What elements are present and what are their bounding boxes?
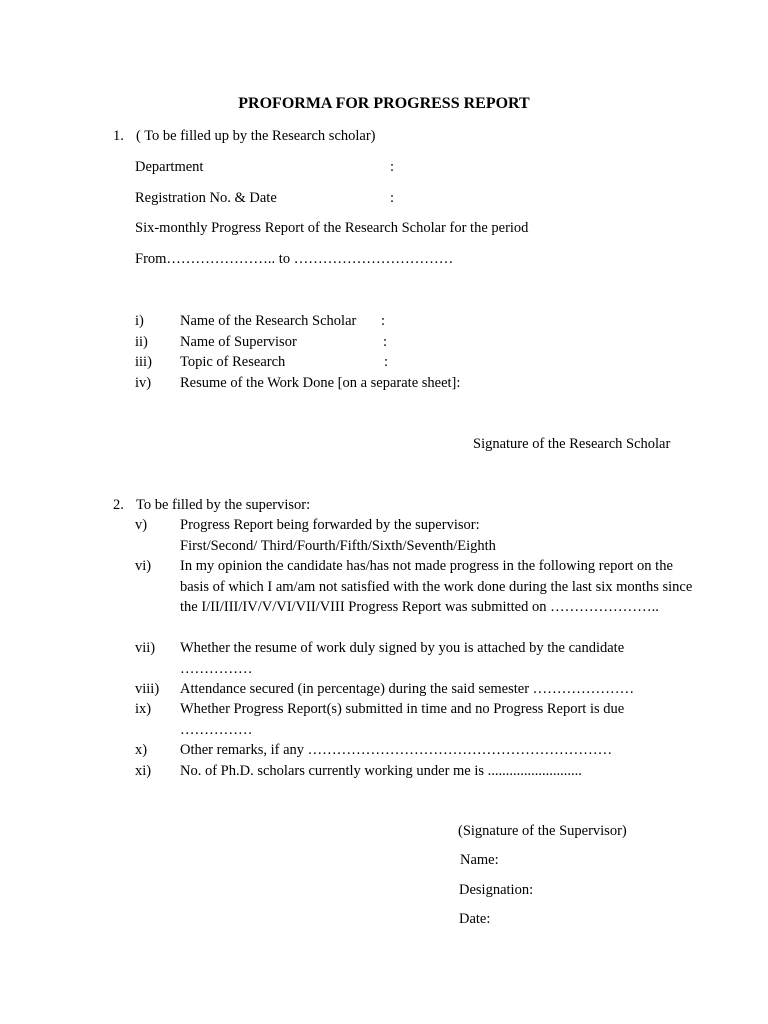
item-roman: iii) <box>135 354 152 370</box>
item-colon: : <box>384 354 389 370</box>
item-roman: iv) <box>135 375 152 391</box>
item-other-remarks-text: Other remarks, if any ……………………………………………………… <box>180 742 613 758</box>
designation-label: Designation: <box>459 882 534 898</box>
item-roman: x) <box>135 742 148 758</box>
department-colon: : <box>390 159 395 175</box>
item-roman: v) <box>135 517 148 533</box>
registration-colon: : <box>390 190 395 206</box>
item-forwarded-line2: First/Second/ Third/Fourth/Fifth/Sixth/Seventh/Eighth <box>180 538 496 554</box>
section-2-heading: To be filled by the supervisor: <box>136 497 311 513</box>
registration-label: Registration No. & Date <box>135 190 277 206</box>
item-submitted-in-time-text: Whether Progress Report(s) submitted in time and no Progress Report is due …………… <box>180 701 625 738</box>
item-attendance-text: Attendance secured (in percentage) during the said semester ………………… <box>180 681 635 697</box>
section-1-heading: ( To be filled up by the Research scholar) <box>136 128 376 144</box>
item-roman: ii) <box>135 334 148 350</box>
name-label: Name: <box>460 852 499 868</box>
item-topic-label: Topic of Research <box>180 354 286 370</box>
item-resume-attached-text: Whether the resume of work duly signed by you is attached by the candidate …………… <box>180 640 625 677</box>
item-forwarded-line1: Progress Report being forwarded by the supervisor: <box>180 517 480 533</box>
item-roman: ix) <box>135 701 152 717</box>
item-supervisor-name-label: Name of Supervisor <box>180 334 297 350</box>
item-resume-label: Resume of the Work Done [on a separate sheet]: <box>180 375 461 391</box>
document-title: PROFORMA FOR PROGRESS REPORT <box>238 95 530 112</box>
section-1-number: 1. <box>113 128 124 144</box>
item-colon: : <box>383 334 388 350</box>
item-roman: viii) <box>135 681 160 697</box>
scholar-signature-label: Signature of the Research Scholar <box>473 436 671 452</box>
section-2-number: 2. <box>113 497 124 513</box>
date-label: Date: <box>459 911 491 927</box>
department-label: Department <box>135 159 204 175</box>
item-roman: vi) <box>135 558 152 574</box>
item-roman: vii) <box>135 640 156 656</box>
supervisor-signature-label: (Signature of the Supervisor) <box>458 823 627 839</box>
item-roman: xi) <box>135 763 152 779</box>
period-text: Six-monthly Progress Report of the Research Scholar for the period <box>135 220 529 236</box>
item-opinion-text: In my opinion the candidate has/has not made progress in the following report on the basis of which I am/am not satisfied with the work done during the last six months since the I/II/III/IV/V/VI/VII/VIII Progress Report was submitted on ………………….. <box>180 558 693 615</box>
from-to-line: From………………….. to …………………………… <box>135 251 454 267</box>
item-colon: : <box>381 313 386 329</box>
item-scholar-name-label: Name of the Research Scholar <box>180 313 357 329</box>
item-phd-scholars-text: No. of Ph.D. scholars currently working under me is .......................... <box>180 763 582 779</box>
item-roman: i) <box>135 313 144 329</box>
